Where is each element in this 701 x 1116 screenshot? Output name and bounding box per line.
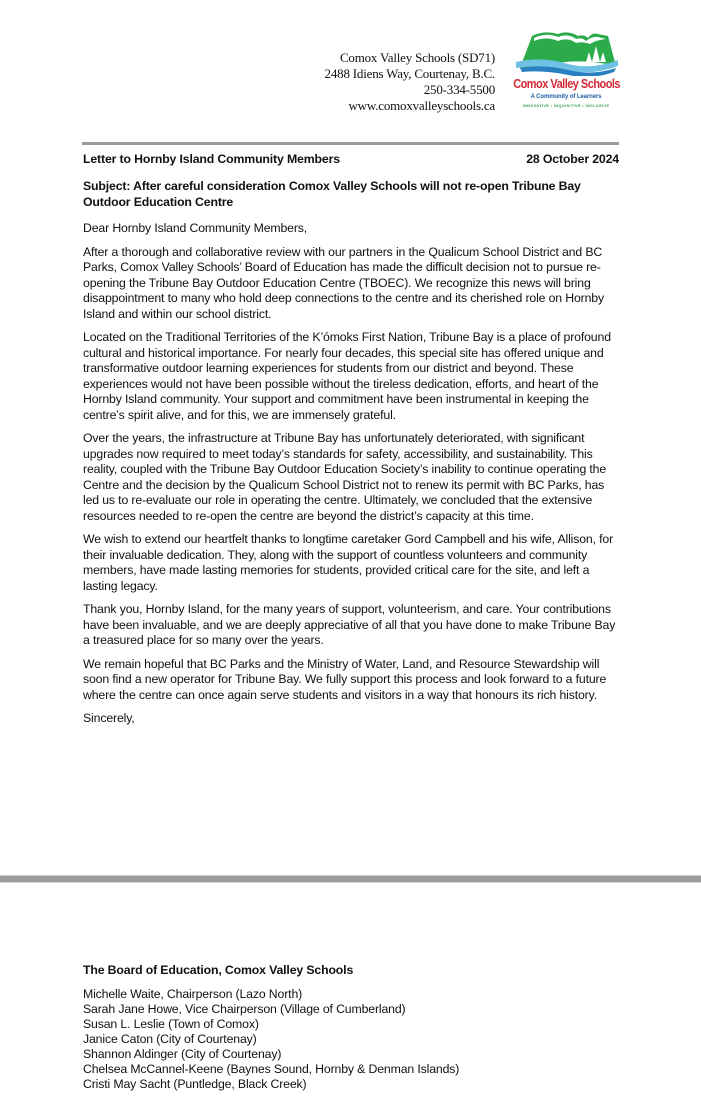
address-website: www.comoxvalleyschools.ca bbox=[348, 98, 495, 113]
letterhead-address bbox=[235, 50, 495, 114]
address-org-name: Comox Valley Schools (SD71) bbox=[339, 50, 495, 65]
paragraph-review-decision: After a thorough and collaborative review with our partners in the Qualicum School District and BC Parks, Comox Valley Schools’ Board of Education has made the difficult decision not to pursue re-opening the Tribune Bay Outdoor Education Centre (TBOEC). We recognize this news will bring disappointment to many who hold deep connections to the centre and its cherished role on Hornby Island and within our school district. bbox=[83, 244, 604, 321]
board-member: Janice Caton (City of Courtenay) bbox=[83, 1032, 257, 1046]
letter-heading-row bbox=[83, 152, 623, 168]
board-member: Michelle Waite, Chairperson (Lazo North) bbox=[83, 987, 303, 1001]
page-break-divider bbox=[0, 875, 701, 883]
salutation: Dear Hornby Island Community Members, bbox=[83, 221, 308, 235]
address-phone: 250-334-5500 bbox=[423, 82, 495, 97]
letter-subject: Subject: After careful consideration Comox Valley Schools will not re-open Tribune Bay Outdoor Education Centre bbox=[83, 179, 581, 209]
paragraph-infrastructure: Over the years, the infrastructure at Tribune Bay has unfortunately deteriorated, with significant upgrades now required to meet today’s standards for safety, accessibility, and sustainability. This reality, coupled with the Tribune Bay Outdoor Education Society’s inability to continue operating the Centre and the decision by the Qualicum School District not to renew its permit with BC Parks, has led us to re-evaluate our role in operating the centre. Ultimately, we concluded that the extensive resources needed to re-open the centre are beyond the district’s capacity at this time. bbox=[83, 431, 607, 523]
letter-body bbox=[83, 152, 623, 727]
logo-tagline: INNOVATIVE • INQUISITIVE • INCLUSIVE bbox=[522, 104, 610, 108]
paragraph-traditional-territories: Located on the Traditional Territories of the K’ómoks First Nation, Tribune Bay is a place of profound cultural and historical importance. For nearly four decades, this special site has offered unique and transformative outdoor learning experiences for students from our district and beyond. These experiences would not have been possible without the tireless dedication, efforts, and heart of the Hornby Island community. Your support and commitment have been instrumental in keeping the centre’s spirit alive, and for this, we are immensely grateful. bbox=[83, 330, 611, 422]
paragraph-future-operator: We remain hopeful that BC Parks and the Ministry of Water, Land, and Resource Stewardship will soon find a new operator for Tribune Bay. We fully support this process and look forward to a future where the centre can once again serve students and visitors in a way that honours its rich history. bbox=[83, 656, 607, 702]
board-signature-block bbox=[83, 963, 603, 1092]
mountain-river-logo-icon bbox=[512, 28, 620, 76]
header-divider bbox=[82, 142, 619, 145]
board-member: Sarah Jane Howe, Vice Chairperson (Village of Cumberland) bbox=[83, 1002, 406, 1016]
school-district-logo bbox=[506, 28, 626, 114]
board-member: Chelsea McCannel-Keene (Baynes Sound, Hornby & Denman Islands) bbox=[83, 1062, 460, 1076]
recipient-line: Letter to Hornby Island Community Members bbox=[83, 152, 340, 166]
board-member: Susan L. Leslie (Town of Comox) bbox=[83, 1017, 259, 1031]
closing: Sincerely, bbox=[83, 711, 135, 725]
board-member: Cristi May Sacht (Puntledge, Black Creek) bbox=[83, 1077, 307, 1091]
board-title: The Board of Education, Comox Valley Schools bbox=[83, 963, 354, 977]
board-member: Shannon Aldinger (City of Courtenay) bbox=[83, 1047, 282, 1061]
logo-subtitle: A Community of Learners bbox=[530, 94, 602, 100]
paragraph-thanks-caretakers: We wish to extend our heartfelt thanks to longtime caretaker Gord Campbell and his wife, Allison, for their invaluable dedication. They, along with the support of countless volunteers and community members, have made lasting memories for students, provided critical care for the site, and left a lasting legacy. bbox=[83, 532, 614, 593]
paragraph-thanks-community: Thank you, Hornby Island, for the many years of support, volunteerism, and care. Your contributions have been invaluable, and we are deeply appreciative of all that you have done to make Tribune Bay a treasured place for so many over the years. bbox=[83, 602, 616, 647]
logo-name: Comox Valley Schools bbox=[513, 77, 621, 91]
letter-date: 28 October 2024 bbox=[526, 152, 619, 166]
address-street: 2488 Idiens Way, Courtenay, B.C. bbox=[324, 66, 495, 81]
